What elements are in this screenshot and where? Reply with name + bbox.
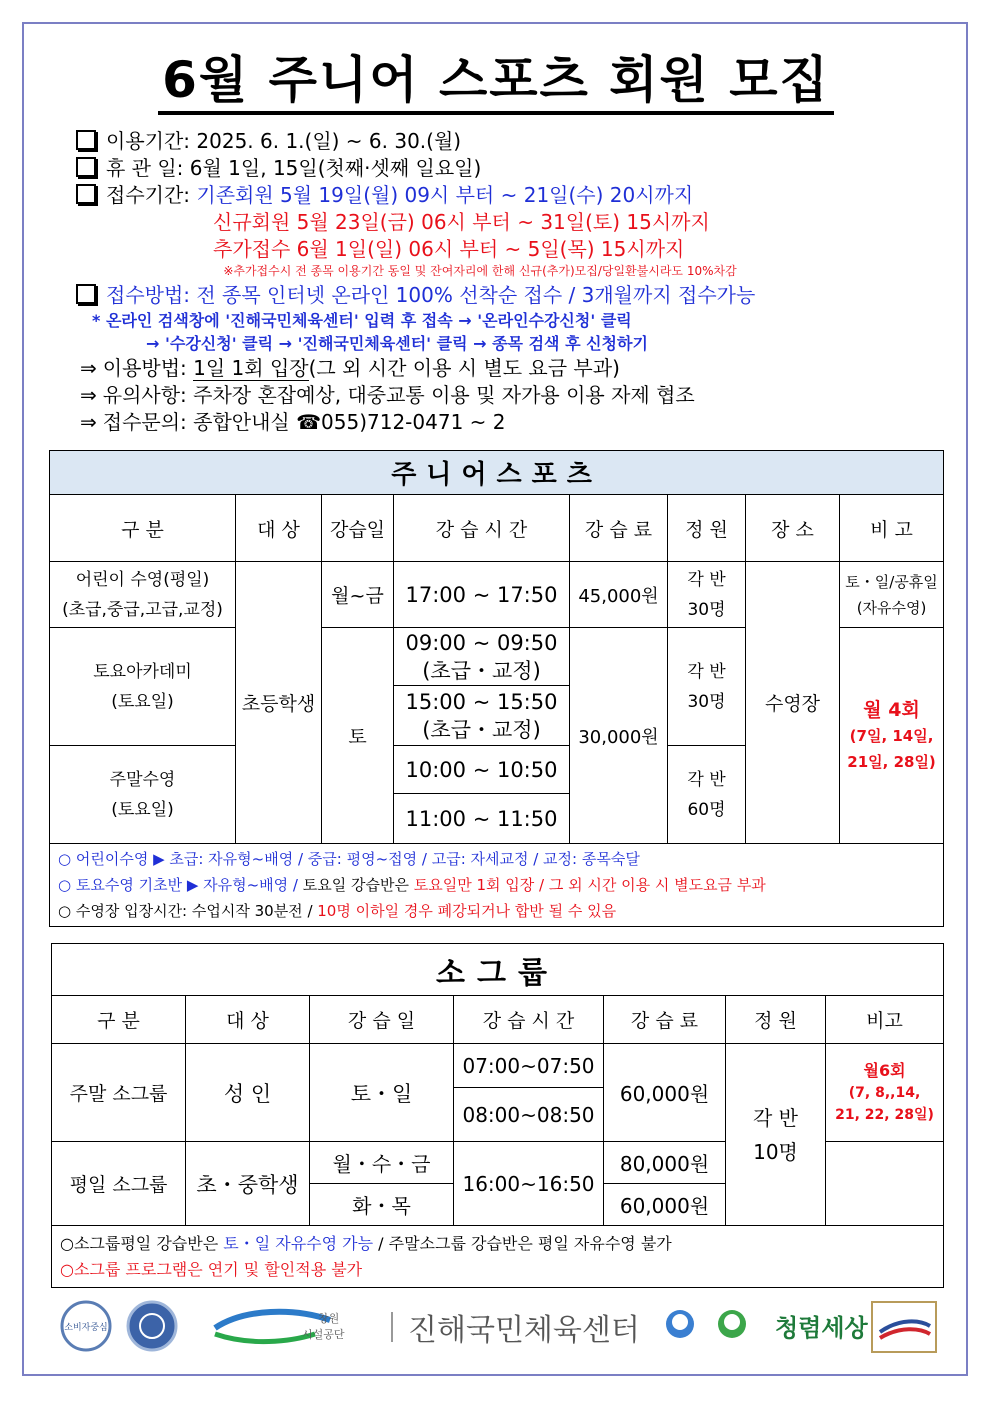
header-day: 강 습 일 bbox=[310, 996, 454, 1044]
small-row2-time: 16:00~16:50 bbox=[454, 1142, 604, 1226]
small-row2-fee2: 60,000원 bbox=[604, 1184, 726, 1226]
period-line: 이용기간: 2025. 6. 1.(일) ~ 6. 30.(월) bbox=[70, 128, 950, 155]
checkbox-icon bbox=[76, 284, 96, 304]
row1-fee: 45,000원 bbox=[570, 562, 668, 628]
row1-capacity: 각 반 30명 bbox=[668, 562, 746, 628]
small-row1-time2: 08:00~08:50 bbox=[454, 1088, 604, 1142]
small-row1-time1: 07:00~07:50 bbox=[454, 1044, 604, 1088]
row1-note: 토・일/공휴일 (자유수영) bbox=[840, 562, 944, 628]
row1-category: 어린이 수영(평일) (초급,중급,고급,교정) bbox=[50, 562, 236, 628]
header-note: 비고 bbox=[826, 996, 944, 1044]
small-banner: 소그룹 bbox=[52, 944, 944, 996]
arrow-icon: ⇒ bbox=[80, 356, 97, 380]
svg-text:시설공단: 시설공단 bbox=[302, 1328, 345, 1341]
closed-line: 휴 관 일: 6월 1일, 15일(첫째·셋째 일요일) bbox=[70, 155, 950, 182]
extra-note: ※추가접수시 전 종목 이용기간 동일 및 잔여자리에 한해 신규(추가)모집/당일환불시라도 10%차감 bbox=[223, 264, 737, 278]
emblem-logo-icon bbox=[128, 1302, 176, 1350]
center-name: 진해국민체육센터 bbox=[408, 1313, 640, 1348]
reception-extra: 추가접수 6월 1일(일) 06시 부터 ~ 5일(목) 15시까지 bbox=[213, 237, 685, 261]
slogan-logo: 청렴세상 bbox=[775, 1314, 868, 1342]
checkbox-icon bbox=[76, 184, 96, 204]
reception-existing: 기존회원 5월 19일(월) 09시 부터 ~ 21일(수) 20시까지 bbox=[196, 183, 694, 207]
checkbox-icon bbox=[76, 130, 96, 150]
row2-time1: 09:00 ~ 09:50 (초급・교정) bbox=[394, 628, 570, 686]
header-capacity: 정 원 bbox=[726, 996, 826, 1044]
small-row2-category: 평일 소그룹 bbox=[52, 1142, 186, 1226]
page-title: 6월 주니어 스포츠 회원 모집 bbox=[0, 40, 992, 112]
header-day: 강습일 bbox=[322, 495, 394, 562]
inquiry-line: ⇒ 접수문의: 종합안내실 ☎055)712-0471 ~ 2 bbox=[80, 410, 506, 434]
row3-time2: 11:00 ~ 11:50 bbox=[394, 794, 570, 844]
row3-time1: 10:00 ~ 10:50 bbox=[394, 746, 570, 794]
reception-new: 신규회원 5월 23일(금) 06시 부터 ~ 31일(토) 15시까지 bbox=[213, 210, 710, 234]
row3-category: 주말수영 (토요일) bbox=[50, 746, 236, 844]
small-capacity: 각 반 10명 bbox=[726, 1044, 826, 1226]
place-cell: 수영장 bbox=[746, 562, 840, 844]
info-section bbox=[70, 128, 950, 436]
method-step1: * 온라인 검색창에 '진해국민체육센터' 입력 후 접속 → '온라인수강신청' 클릭 bbox=[92, 311, 632, 330]
footer-logo-strip bbox=[60, 1298, 940, 1358]
row1-day: 월~금 bbox=[322, 562, 394, 628]
changwon-logo-icon bbox=[215, 1312, 330, 1328]
small-row2-target: 초・중학생 bbox=[186, 1142, 310, 1226]
row2-category: 토요아카데미 (토요일) bbox=[50, 628, 236, 746]
saturday-fee: 30,000원 bbox=[570, 628, 668, 844]
header-time: 강 습 시 간 bbox=[394, 495, 570, 562]
svg-text:창원: 창원 bbox=[318, 1312, 340, 1325]
small-row2-day2: 화・목 bbox=[310, 1184, 454, 1226]
small-row1-category: 주말 소그룹 bbox=[52, 1044, 186, 1142]
header-place: 장 소 bbox=[746, 495, 840, 562]
arrow-icon: ⇒ bbox=[80, 410, 97, 434]
junior-sports-table bbox=[49, 450, 944, 927]
small-row2-fee1: 80,000원 bbox=[604, 1142, 726, 1184]
junior-banner: 주니어스포츠 bbox=[50, 451, 944, 495]
certificate-icon bbox=[872, 1302, 936, 1352]
row2-time2: 15:00 ~ 15:50 (초급・교정) bbox=[394, 686, 570, 746]
usage-line: ⇒ 이용방법: 1일 1회 입장(그 외 시간 이용 시 별도 요금 부과) bbox=[80, 356, 620, 380]
header-capacity: 정 원 bbox=[668, 495, 746, 562]
small-row1-note: 월6회 (7, 8,,14, 21, 22, 28일) bbox=[826, 1044, 944, 1142]
consumer-logo-text: 소비자중심 bbox=[64, 1323, 108, 1333]
header-fee: 강 습 료 bbox=[604, 996, 726, 1044]
saturday-note: 월 4회 (7일, 14일, 21일, 28일) bbox=[840, 628, 944, 844]
header-category: 구 분 bbox=[50, 495, 236, 562]
caution-line: ⇒ 유의사항: 주차장 혼잡예상, 대중교통 이용 및 자가용 이용 자제 협조 bbox=[80, 383, 695, 407]
small-row2-day1: 월・수・금 bbox=[310, 1142, 454, 1184]
small-row1-day: 토・일 bbox=[310, 1044, 454, 1142]
header-fee: 강 습 료 bbox=[570, 495, 668, 562]
small-row1-fee: 60,000원 bbox=[604, 1044, 726, 1142]
header-note: 비 고 bbox=[840, 495, 944, 562]
row1-time: 17:00 ~ 17:50 bbox=[394, 562, 570, 628]
small-notes: ○소그룹평일 강습반은 토・일 자유수영 가능 / 주말소그룹 강습반은 평일 자유수영 불가 ○소그룹 프로그램은 연기 및 할인적용 불가 bbox=[52, 1226, 944, 1288]
footer-logos bbox=[60, 1298, 940, 1358]
row3-capacity: 각 반 60명 bbox=[668, 746, 746, 844]
saturday-day: 토 bbox=[322, 628, 394, 844]
checkbox-icon bbox=[76, 157, 96, 177]
method-step2: → '수강신청' 클릭 → '진해국민체육센터' 클릭 → 종목 검색 후 신청하기 bbox=[146, 334, 648, 353]
header-target: 대 상 bbox=[186, 996, 310, 1044]
small-row1-target: 성 인 bbox=[186, 1044, 310, 1142]
small-group-table bbox=[51, 943, 944, 1288]
header-target: 대 상 bbox=[236, 495, 322, 562]
target-cell: 초등학생 bbox=[236, 562, 322, 844]
small-row2-note bbox=[826, 1142, 944, 1226]
header-time: 강 습 시 간 bbox=[454, 996, 604, 1044]
arrow-icon: ⇒ bbox=[80, 383, 97, 407]
header-category: 구 분 bbox=[52, 996, 186, 1044]
reception-line: 접수기간: 기존회원 5월 19일(월) 09시 부터 ~ 21일(수) 20시까지 bbox=[70, 182, 950, 209]
method-line: 접수방법: 전 종목 인터넷 온라인 100% 선착순 접수 / 3개월까지 접수가능 bbox=[70, 282, 950, 309]
row2-capacity: 각 반 30명 bbox=[668, 628, 746, 746]
junior-notes: ○ 어린이수영 ▶ 초급: 자유형~배영 / 중급: 평영~접영 / 고급: 자세교정 / 교정: 종목숙달 ○ 토요수영 기초반 ▶ 자유형~배영 / 토요일 강습반은 토요일만 1회 입장 / 그 외 시간 이용 시 별도요금 부과 ○ 수영장 입장시간: 수업시작 30분전 / 10명 이하일 경우 폐강되거나 합반 될 수 있음 bbox=[50, 844, 944, 927]
